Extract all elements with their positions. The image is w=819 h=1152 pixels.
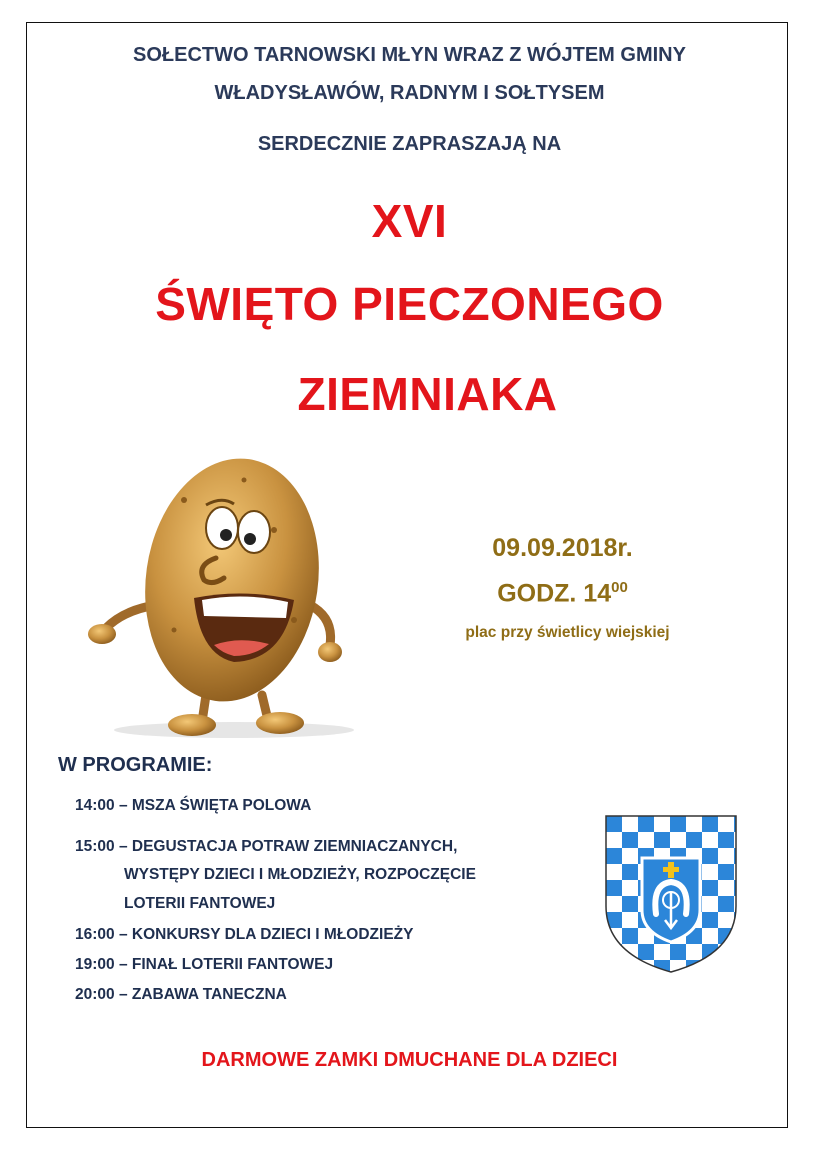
title-edition: XVI	[371, 195, 448, 247]
event-date: 09.09.2018r.	[492, 534, 633, 562]
invitation-line: SERDECZNIE ZAPRASZAJĄ NA	[257, 133, 562, 155]
event-time	[440, 579, 685, 608]
program-item: WYSTĘPY DZIECI I MŁODZIEŻY, ROZPOCZĘCIE	[124, 866, 476, 883]
event-time-hours: GODZ. 14	[497, 579, 612, 608]
footer-note: DARMOWE ZAMKI DMUCHANE DLA DZIECI	[201, 1049, 618, 1071]
program-item: 20:00 – ZABAWA TANECZNA	[75, 986, 287, 1003]
event-place: plac przy świetlicy wiejskiej	[465, 624, 670, 641]
organizer-line-1: SOŁECTWO TARNOWSKI MŁYN WRAZ Z WÓJTEM GMINY	[133, 44, 686, 66]
program-item: 16:00 – KONKURSY DLA DZIECI I MŁODZIEŻY	[75, 926, 414, 943]
program-item: 19:00 – FINAŁ LOTERII FANTOWEJ	[75, 956, 334, 973]
title-line-2: ZIEMNIAKA	[297, 368, 558, 420]
organizer-line-2: WŁADYSŁAWÓW, RADNYM I SOŁTYSEM	[214, 82, 605, 104]
program-item: LOTERII FANTOWEJ	[124, 895, 276, 912]
event-time-minutes: 00	[611, 579, 628, 596]
program-item: 14:00 – MSZA ŚWIĘTA POLOWA	[75, 797, 312, 814]
program-heading: W PROGRAMIE:	[58, 754, 213, 776]
program-item: 15:00 – DEGUSTACJA POTRAW ZIEMNIACZANYCH,	[75, 838, 458, 855]
title-line-1: ŚWIĘTO PIECZONEGO	[155, 278, 664, 330]
potato-mascot-icon	[84, 440, 364, 740]
coat-of-arms-icon	[604, 814, 738, 974]
